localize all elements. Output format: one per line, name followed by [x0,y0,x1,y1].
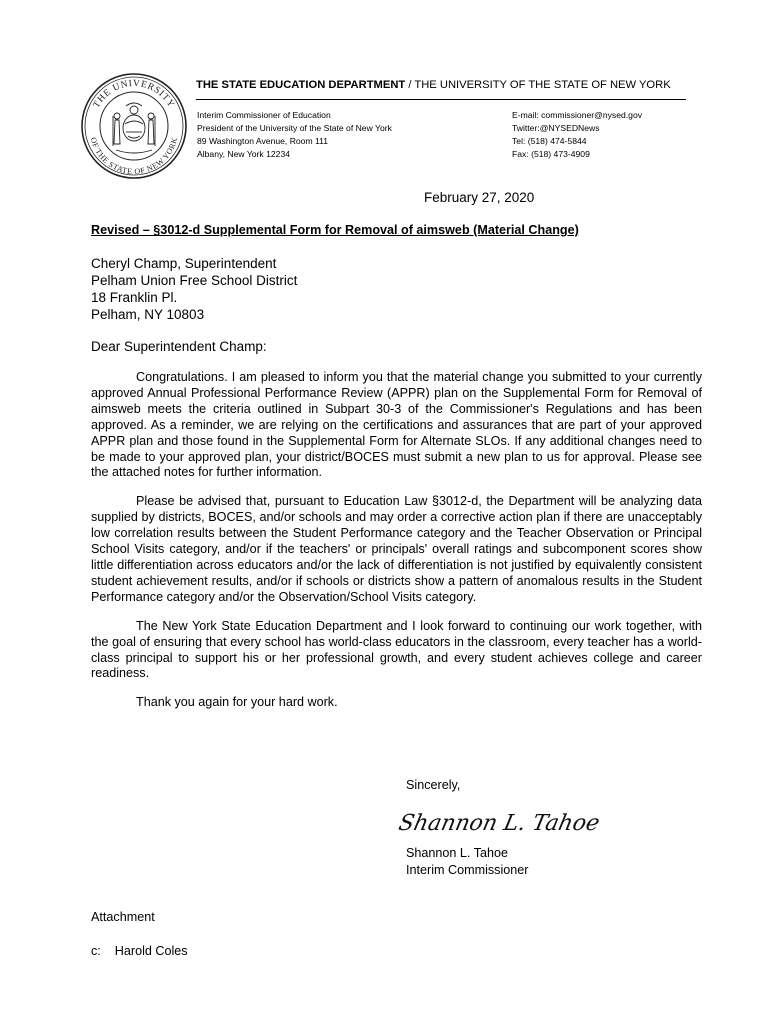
twitter-line: Twitter:@NYSEDNews [512,123,600,133]
recipient-line: 18 Franklin Pl. [91,290,178,305]
svg-text:OF THE STATE OF NEW YORK [89,136,180,176]
cc-name: Harold Coles [114,944,188,958]
state-seal-logo [80,72,188,180]
address-line: President of the University of the State of New York [197,123,392,133]
seal-text-top: THE UNIVERSITY [91,78,177,110]
address-line: Albany, New York 12234 [197,149,291,159]
university-name: THE UNIVERSITY OF THE STATE OF NEW YORK [414,79,671,91]
recipient-line: Cheryl Champ, Superintendent [91,256,277,271]
recipient-line: Pelham, NY 10803 [91,307,205,322]
department-name: THE STATE EDUCATION DEPARTMENT [196,79,406,91]
closing: Sincerely, [406,778,461,792]
seal-text-bottom: OF THE STATE OF NEW YORK [88,136,180,177]
email-line: E-mail: commissioner@nysed.gov [512,110,643,120]
letter-subject: Revised – §3012-d Supplemental Form for Removal of aimsweb (Material Change) [91,223,579,237]
thanks-line: Thank you again for your hard work. [136,695,338,710]
letterhead-contact [512,109,642,161]
body-paragraph: The New York State Education Department and I look forward to continuing our work together, with the goal of ensuring that every school has world-class educators in the classroom, every teacher has a world-class principal to support his or her professional growth, and every student achieves college and career readiness. [91,618,702,681]
signer-title: Interim Commissioner [406,862,529,877]
cc-line [91,944,188,958]
letterhead-separator: / [405,79,415,91]
signature [396,800,602,840]
fax-line: Fax: (518) 473-4909 [512,149,590,159]
body-paragraph: Congratulations. I am pleased to inform you that the material change you submitted to your currently approved Annual Professional Performance Review (APPR) plan on the Supplemental Form for Removal of aimsweb meets the criteria outlined in Subpart 30-3 of the Commissioner's Regulations and has been approved. As a reminder, we are relying on the certifications and assurances that are part of your approved APPR plan and those found in the Supplemental Form for Alternate SLOs. If any additional changes need to be made to your approved plan, your district/BOCES must submit a new plan to us for approval. Please see the attached notes for further information. [91,370,702,480]
signer-block [406,845,528,878]
cc-label: c: [91,944,101,958]
address-line: 89 Washington Avenue, Room 111 [197,136,329,146]
address-line: Interim Commissioner of Education [197,110,331,120]
letter-body [91,370,702,724]
signer-name: Shannon L. Tahoe [406,846,509,860]
letterhead-title [196,79,671,91]
recipient-address [91,255,297,323]
body-paragraph: Please be advised that, pursuant to Education Law §3012-d, the Department will be analyzing data supplied by districts, BOCES, and/or schools and may order a corrective action plan if there are unacceptably low correlation results between the Student Performance category and the Teacher Observation or Principal School Visits category, and/or if the teachers' or principals' overall ratings and subcomponent scores show little differentiation across educators and/or the lack of differentiation is not justified by equivalently consistent student achievement results, and/or if schools or districts show a pattern of anomalous results in the Student Performance category and/or the Observation/School Visits category. [91,494,702,604]
letterhead-rule [196,99,686,100]
phone-line: Tel: (518) 474-5844 [512,136,587,146]
letterhead-address [197,109,392,161]
signature-text: Shannon L. Tahoe [396,810,602,836]
recipient-line: Pelham Union Free School District [91,273,298,288]
letter-date: February 27, 2020 [424,190,535,205]
attachment-note: Attachment [91,910,155,924]
salutation: Dear Superintendent Champ: [91,339,267,354]
